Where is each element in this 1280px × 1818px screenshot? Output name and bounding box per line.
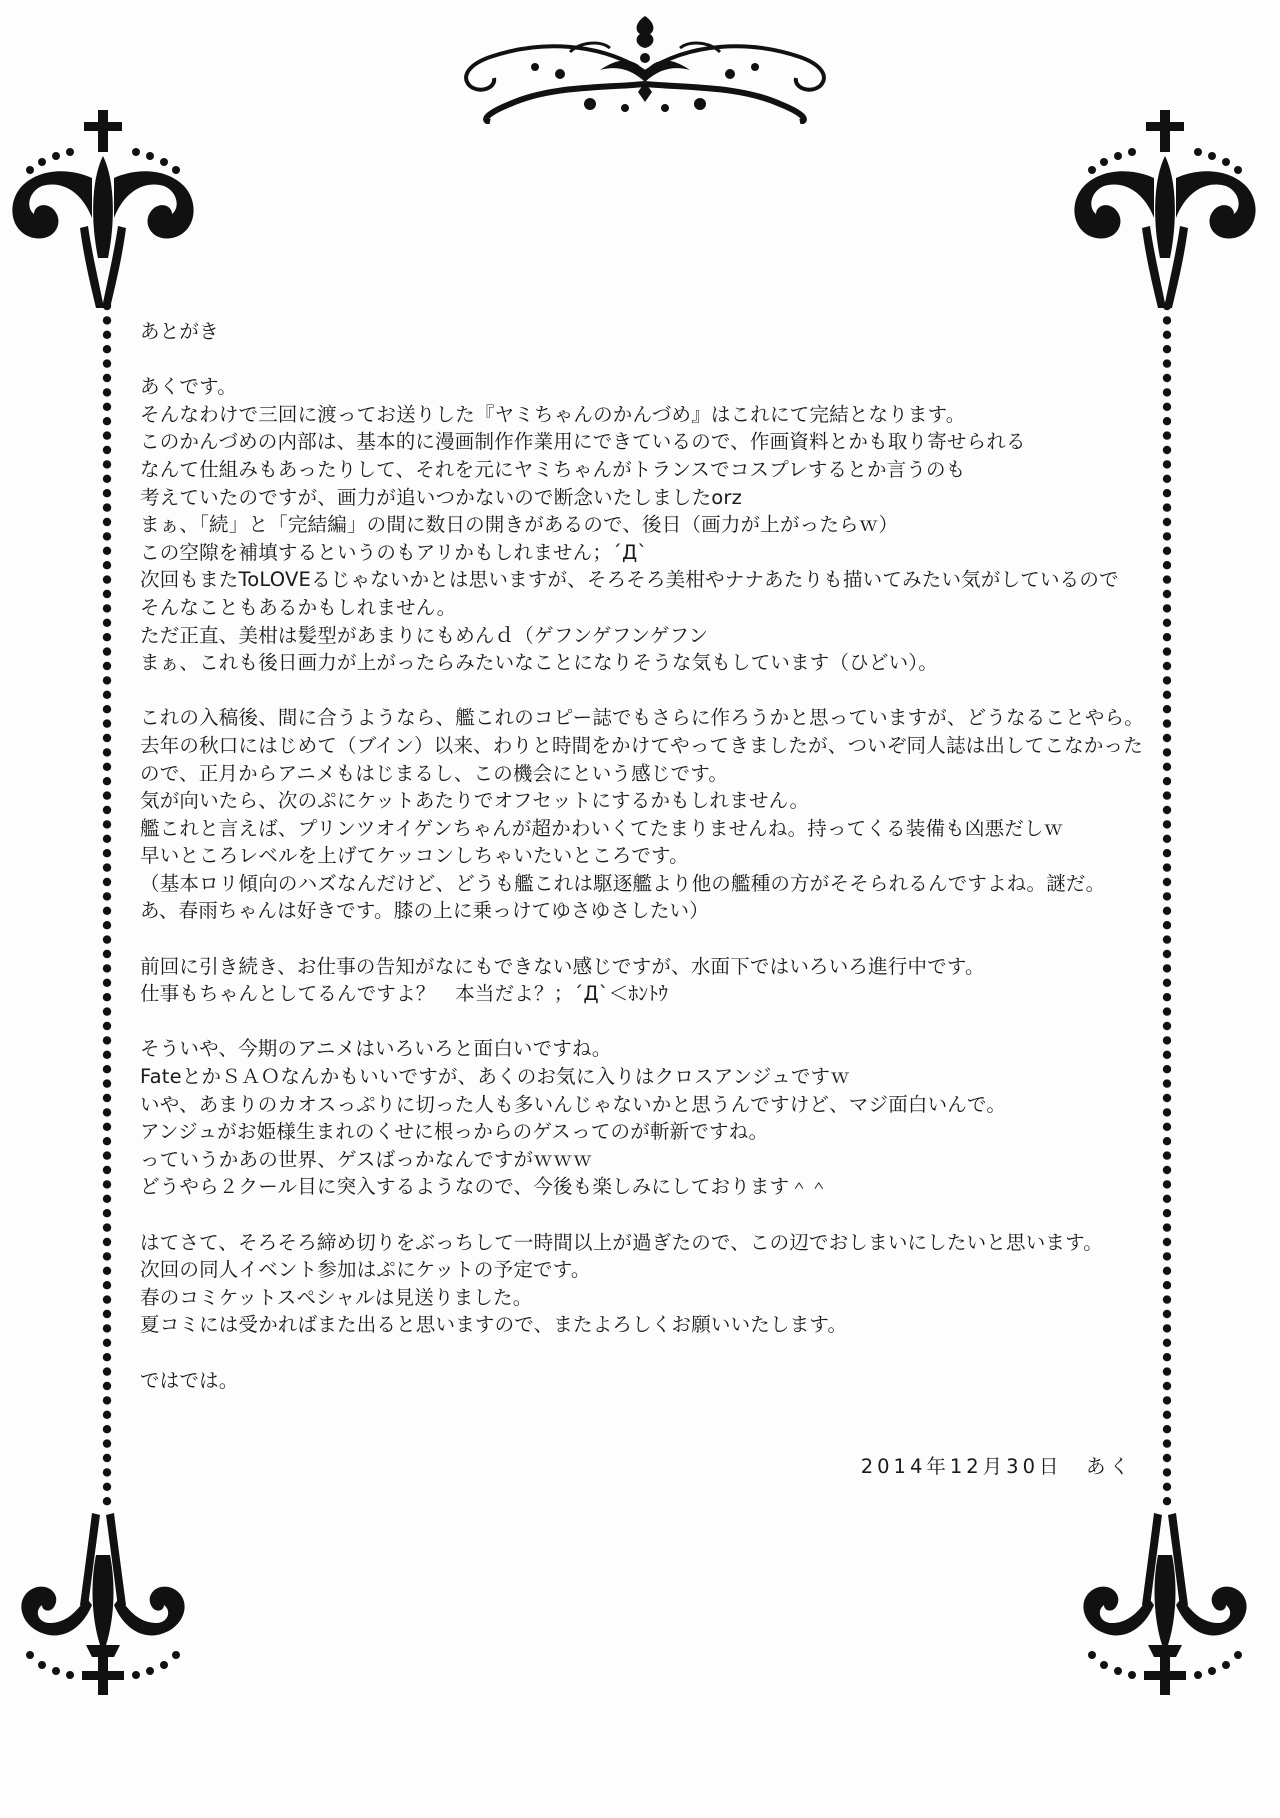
border-dot: [1163, 979, 1171, 987]
border-dot: [103, 431, 111, 439]
border-dot: [1163, 705, 1171, 713]
border-dot: [103, 460, 111, 468]
border-dot: [103, 503, 111, 511]
border-dot: [1163, 532, 1171, 540]
paragraph-gap: [140, 1008, 1150, 1036]
border-dot: [1163, 734, 1171, 742]
afterword-body: [140, 318, 1150, 1394]
border-dot: [1163, 403, 1171, 411]
border-dot: [1163, 806, 1171, 814]
border-dot: [103, 1209, 111, 1217]
border-dot: [103, 1238, 111, 1246]
border-dot: [103, 446, 111, 454]
text-line: 早いところレベルを上げてケッコンしちゃいたいところです。: [140, 844, 689, 868]
border-dot: [1163, 892, 1171, 900]
border-dot: [103, 475, 111, 483]
paragraph-gap: [140, 677, 1150, 705]
border-dot: [1163, 1367, 1171, 1375]
border-dot: [103, 691, 111, 699]
border-dot: [1163, 1454, 1171, 1462]
border-dot: [103, 863, 111, 871]
bottom-left-fleur-ornament: [0, 1505, 215, 1710]
border-dot: [103, 1497, 111, 1505]
border-dot: [1163, 791, 1171, 799]
border-dot: [103, 1022, 111, 1030]
border-dot: [1163, 835, 1171, 843]
border-dot: [1163, 1439, 1171, 1447]
border-dot: [1163, 719, 1171, 727]
border-dot: [103, 1324, 111, 1332]
border-dot: [1163, 417, 1171, 425]
border-dot: [103, 1310, 111, 1318]
right-dotted-border: [1160, 300, 1174, 1515]
border-dot: [1163, 633, 1171, 641]
text-line: ただ正直、美柑は髪型があまりにもめんｄ（ゲフンゲフンゲフン: [140, 623, 709, 647]
border-dot: [103, 1267, 111, 1275]
border-dot: [103, 1180, 111, 1188]
border-dot: [103, 518, 111, 526]
border-dot: [1163, 1411, 1171, 1419]
border-dot: [103, 676, 111, 684]
text-line: 夏コミには受かればまた出ると思いますので、またよろしくお願いいたします。: [140, 1313, 848, 1337]
border-dot: [1163, 1468, 1171, 1476]
border-dot: [103, 1468, 111, 1476]
border-dot: [103, 1411, 111, 1419]
border-dot: [103, 575, 111, 583]
border-dot: [1163, 431, 1171, 439]
text-line: そういや、今期のアニメはいろいろと面白いですね。: [140, 1037, 612, 1061]
top-flourish-ornament: [450, 12, 840, 124]
border-dot: [103, 633, 111, 641]
top-right-fleur-ornament: [1062, 108, 1277, 328]
border-dot: [103, 359, 111, 367]
border-dot: [1163, 1209, 1171, 1217]
border-dot: [1163, 446, 1171, 454]
border-dot: [1163, 964, 1171, 972]
border-dot: [103, 302, 111, 310]
border-dot: [103, 734, 111, 742]
border-dot: [103, 547, 111, 555]
paragraph-gap: [140, 1201, 1150, 1229]
border-dot: [103, 1151, 111, 1159]
border-dot: [103, 1065, 111, 1073]
text-line: っていうかあの世界、ゲスばっかなんですがｗｗｗ: [140, 1147, 593, 1171]
border-dot: [1163, 604, 1171, 612]
border-dot: [103, 388, 111, 396]
text-line: FateとかＳＡＯなんかもいいですが、あくのお気に入りはクロスアンジュですｗ: [140, 1065, 850, 1089]
border-dot: [1163, 374, 1171, 382]
border-dot: [103, 820, 111, 828]
border-dot: [1163, 921, 1171, 929]
text-line: ではでは。: [140, 1368, 239, 1392]
border-dot: [1163, 1022, 1171, 1030]
border-dot: [103, 489, 111, 497]
border-dot: [103, 1007, 111, 1015]
border-dot: [1163, 1180, 1171, 1188]
text-line: まぁ、「続」と「完結編」の間に数日の開きがあるので、後日（画力が上がったらｗ）: [140, 513, 899, 537]
text-line: どうやら２クール目に突入するようなので、今後も楽しみにしております＾＾: [140, 1175, 829, 1199]
border-dot: [1163, 935, 1171, 943]
paragraph-gap: [140, 1339, 1150, 1367]
text-line: 前回に引き続き、お仕事の告知がなにもできない感じですが、水面下ではいろいろ進行中です。: [140, 954, 985, 978]
text-line: 次回もまたToLOVEるじゃないかとは思いますが、そろそろ美柑やナナあたりも描いてみたい気がしているので: [140, 568, 1119, 592]
border-dot: [103, 1483, 111, 1491]
border-dot: [103, 1281, 111, 1289]
border-dot: [1163, 1166, 1171, 1174]
border-dot: [103, 561, 111, 569]
text-line: アンジュがお姫様生まれのくせに根っからのゲスってのが斬新ですね。: [140, 1120, 769, 1144]
border-dot: [103, 777, 111, 785]
afterword-heading: [140, 318, 1150, 346]
border-dot: [1163, 503, 1171, 511]
border-dot: [1163, 1497, 1171, 1505]
border-dot: [103, 763, 111, 771]
border-dot: [1163, 647, 1171, 655]
border-dot: [103, 417, 111, 425]
border-dot: [103, 1454, 111, 1462]
border-dot: [1163, 475, 1171, 483]
border-dot: [1163, 763, 1171, 771]
border-dot: [1163, 1137, 1171, 1145]
border-dot: [103, 1252, 111, 1260]
text-line: なんて仕組みもあったりして、それを元にヤミちゃんがトランスでコスプレするとか言うのも: [140, 457, 966, 481]
border-dot: [1163, 331, 1171, 339]
border-dot: [103, 1051, 111, 1059]
border-dot: [1163, 1483, 1171, 1491]
border-dot: [1163, 1353, 1171, 1361]
border-dot: [103, 1079, 111, 1087]
border-dot: [103, 1223, 111, 1231]
border-dot: [103, 1195, 111, 1203]
border-dot: [103, 1036, 111, 1044]
text-line: そんなこともあるかもしれません。: [140, 595, 457, 619]
border-dot: [1163, 1295, 1171, 1303]
date-signature: 2014年12月30日 あく: [860, 1455, 1133, 1478]
border-dot: [1163, 561, 1171, 569]
border-dot: [1163, 1195, 1171, 1203]
border-dot: [103, 791, 111, 799]
border-dot: [1163, 316, 1171, 324]
border-dot: [103, 316, 111, 324]
border-dot: [1163, 1324, 1171, 1332]
border-dot: [1163, 1252, 1171, 1260]
text-line: 次回の同人イベント参加はぷにケットの予定です。: [140, 1258, 591, 1282]
border-dot: [103, 1367, 111, 1375]
border-dot: [1163, 849, 1171, 857]
border-dot: [1163, 1007, 1171, 1015]
border-dot: [103, 1137, 111, 1145]
text-line: 気が向いたら、次のぷにケットあたりでオフセットにするかもしれません。: [140, 789, 810, 813]
border-dot: [103, 1094, 111, 1102]
text-line: 去年の秋口にはじめて（ブイン）以来、わりと時間をかけてやってきましたが、ついぞ同人誌は出してこなかった: [140, 733, 1143, 757]
border-dot: [1163, 359, 1171, 367]
afterword-paragraph: [140, 1229, 1150, 1339]
border-dot: [1163, 907, 1171, 915]
border-dot: [103, 1339, 111, 1347]
text-line: この空隙を補填するというのもアリかもしれません；´Д`: [140, 540, 648, 564]
border-dot: [103, 921, 111, 929]
border-dot: [103, 1382, 111, 1390]
text-line: 艦これと言えば、プリンツオイゲンちゃんが超かわいくてたまりませんね。持ってくる装備も凶悪だしｗ: [140, 816, 1064, 840]
border-dot: [103, 1123, 111, 1131]
text-line: あくです。: [140, 375, 237, 399]
border-dot: [103, 331, 111, 339]
border-dot: [1163, 820, 1171, 828]
border-dot: [1163, 748, 1171, 756]
border-dot: [1163, 1310, 1171, 1318]
border-dot: [1163, 547, 1171, 555]
text-line: （基本ロリ傾向のハズなんだけど、どうも艦これは駆逐艦より他の艦種の方がそそられるんですよね。謎だ。: [140, 871, 1106, 895]
afterword-paragraph: [140, 953, 1150, 1008]
border-dot: [1163, 950, 1171, 958]
border-dot: [1163, 691, 1171, 699]
border-dot: [1163, 1108, 1171, 1116]
border-dot: [103, 892, 111, 900]
border-dot: [1163, 1396, 1171, 1404]
border-dot: [1163, 863, 1171, 871]
border-dot: [103, 662, 111, 670]
border-dot: [1163, 1036, 1171, 1044]
text-line: はてさて、そろそろ締め切りをぶっちして一時間以上が過ぎたので、この辺でおしまいにしたいと思います。: [140, 1230, 1103, 1254]
border-dot: [103, 1295, 111, 1303]
border-dot: [1163, 1238, 1171, 1246]
border-dot: [1163, 1079, 1171, 1087]
border-dot: [103, 806, 111, 814]
text-line: あとがき: [140, 320, 219, 343]
text-line: ので、正月からアニメもはじまるし、この機会にという感じです。: [140, 761, 729, 785]
border-dot: [103, 1108, 111, 1116]
border-dot: [1163, 662, 1171, 670]
border-dot: [1163, 1051, 1171, 1059]
afterword-paragraph: [140, 373, 1150, 677]
border-dot: [103, 719, 111, 727]
text-line: 仕事もちゃんとしてるんですよ？ 本当だよ？；´Д`＜ﾎﾝﾄｳ: [140, 982, 669, 1006]
border-dot: [103, 1439, 111, 1447]
border-dot: [1163, 1094, 1171, 1102]
text-line: このかんづめの内部は、基本的に漫画制作作業用にできているので、作画資料とかも取り寄せられる: [140, 430, 1026, 454]
border-dot: [103, 1396, 111, 1404]
border-dot: [1163, 575, 1171, 583]
paragraph-gap: [140, 346, 1150, 374]
border-dot: [103, 1425, 111, 1433]
border-dot: [103, 590, 111, 598]
text-line: いや、あまりのカオスっぷりに切った人も多いんじゃないかと思うんですけど、マジ面白いんで。: [140, 1092, 1007, 1116]
text-line: 春のコミケットスペシャルは見送りました。: [140, 1285, 533, 1309]
border-dot: [1163, 777, 1171, 785]
border-dot: [103, 849, 111, 857]
border-dot: [1163, 489, 1171, 497]
border-dot: [1163, 460, 1171, 468]
text-line: そんなわけで三回に渡ってお送りした『ヤミちゃんのかんづめ』はこれにて完結となります。: [140, 402, 966, 426]
afterword-paragraph: [140, 704, 1150, 925]
border-dot: [103, 604, 111, 612]
border-dot: [1163, 1382, 1171, 1390]
border-dot: [1163, 619, 1171, 627]
border-dot: [103, 1353, 111, 1361]
border-dot: [1163, 878, 1171, 886]
border-dot: [103, 374, 111, 382]
border-dot: [103, 403, 111, 411]
border-dot: [1163, 1065, 1171, 1073]
border-dot: [1163, 1267, 1171, 1275]
border-dot: [103, 705, 111, 713]
border-dot: [103, 835, 111, 843]
border-dot: [1163, 993, 1171, 1001]
border-dot: [1163, 1339, 1171, 1347]
border-dot: [1163, 676, 1171, 684]
border-dot: [103, 345, 111, 353]
afterword-paragraph: [140, 1367, 1150, 1395]
border-dot: [1163, 1151, 1171, 1159]
border-dot: [103, 935, 111, 943]
top-left-fleur-ornament: [0, 108, 215, 328]
border-dot: [1163, 1425, 1171, 1433]
border-dot: [103, 532, 111, 540]
afterword-paragraph: [140, 1035, 1150, 1201]
border-dot: [103, 748, 111, 756]
border-dot: [1163, 1123, 1171, 1131]
border-dot: [103, 950, 111, 958]
bottom-right-fleur-ornament: [1062, 1505, 1277, 1710]
border-dot: [103, 907, 111, 915]
text-line: まぁ、これも後日画力が上がったらみたいなことになりそうな気もしています（ひどい）。: [140, 651, 938, 675]
text-line: 考えていたのですが、画力が追いつかないので断念いたしましたorz: [140, 485, 743, 509]
border-dot: [1163, 518, 1171, 526]
border-dot: [103, 993, 111, 1001]
border-dot: [1163, 302, 1171, 310]
border-dot: [1163, 590, 1171, 598]
border-dot: [103, 979, 111, 987]
left-dotted-border: [100, 300, 114, 1515]
border-dot: [103, 964, 111, 972]
border-dot: [1163, 1223, 1171, 1231]
border-dot: [103, 1166, 111, 1174]
border-dot: [103, 878, 111, 886]
border-dot: [1163, 388, 1171, 396]
border-dot: [1163, 1281, 1171, 1289]
border-dot: [103, 619, 111, 627]
text-line: あ、春雨ちゃんは好きです。膝の上に乗っけてゆさゆさしたい）: [140, 899, 709, 923]
border-dot: [103, 647, 111, 655]
border-dot: [1163, 345, 1171, 353]
paragraph-gap: [140, 925, 1150, 953]
text-line: これの入稿後、間に合うようなら、艦これのコピー誌でもさらに作ろうかと思っていますが、どうなることやら。: [140, 706, 1144, 730]
